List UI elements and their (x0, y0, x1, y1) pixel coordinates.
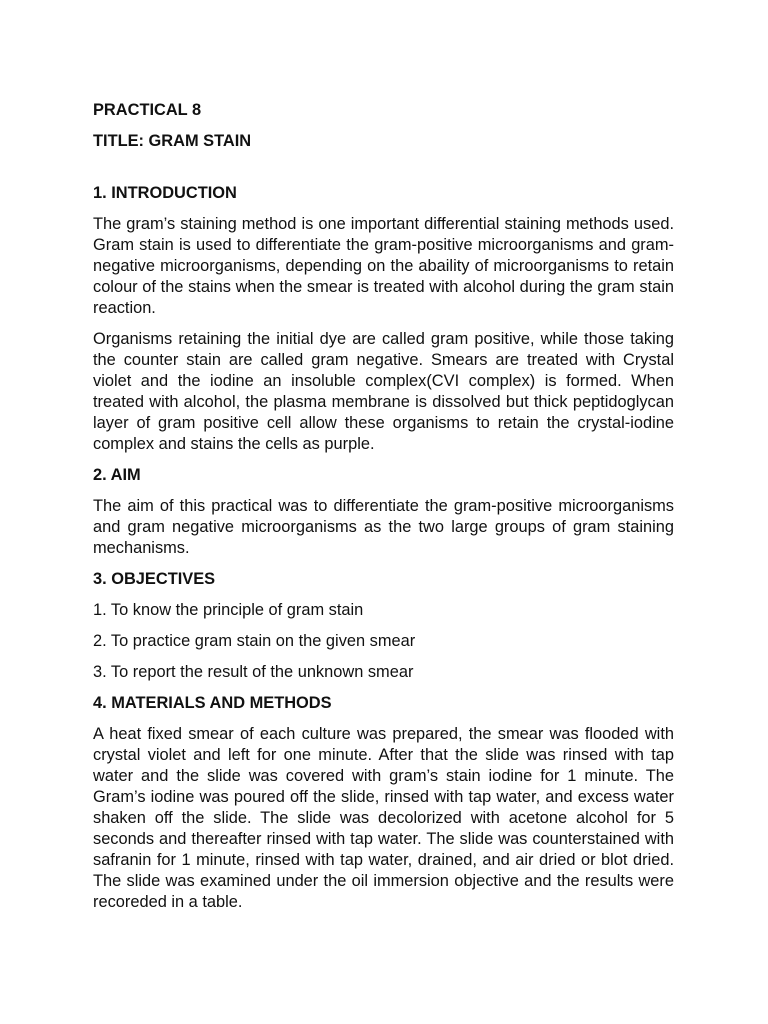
aim-paragraph: The aim of this practical was to differentiate the gram-positive microorganisms and gram negative microorganisms as the two large groups of gram staining mechanisms. (93, 497, 674, 557)
aim-heading: 2. AIM (93, 466, 141, 484)
introduction-paragraph-2: Organisms retaining the initial dye are called gram positive, while those taking the counter stain are called gram negative. Smears are treated with Crystal violet and the iodine an insoluble complex(CVI complex) is formed. When treated with alcohol, the plasma membrane is dissolved but thick peptidoglycan layer of gram positive cell allow these organisms to retain the crystal-iodine complex and stains the cells as purple. (93, 330, 674, 453)
practical-number: PRACTICAL 8 (93, 101, 202, 119)
objective-item-3: 3. To report the result of the unknown smear (93, 663, 414, 681)
document-title: TITLE: GRAM STAIN (93, 132, 252, 150)
document-page (93, 100, 674, 913)
objectives-heading: 3. OBJECTIVES (93, 570, 216, 588)
objective-item-1: 1. To know the principle of gram stain (93, 601, 364, 619)
introduction-paragraph-1: The gram’s staining method is one important differential staining methods used. Gram stain is used to differentiate the gram-positive microorganisms and gram-negative microorganisms, depending on the abaility of microorganisms to retain colour of the stains when the smear is treated with alcohol during the gram stain reaction. (93, 215, 674, 317)
introduction-heading: 1. INTRODUCTION (93, 184, 237, 202)
materials-paragraph: A heat fixed smear of each culture was prepared, the smear was flooded with crystal violet and left for one minute. After that the slide was rinsed with tap water and the slide was covered with gram’s stain iodine for 1 minute. The Gram’s iodine was poured off the slide, rinsed with tap water, and excess water shaken off the slide. The slide was decolorized with acetone alcohol for 5 seconds and thereafter rinsed with tap water. The slide was counterstained with safranin for 1 minute, rinsed with tap water, drained, and air dried or blot dried. The slide was examined under the oil immersion objective and the results were recoreded in a table. (93, 725, 674, 911)
objective-item-2: 2. To practice gram stain on the given smear (93, 632, 416, 650)
materials-heading: 4. MATERIALS AND METHODS (93, 694, 332, 712)
